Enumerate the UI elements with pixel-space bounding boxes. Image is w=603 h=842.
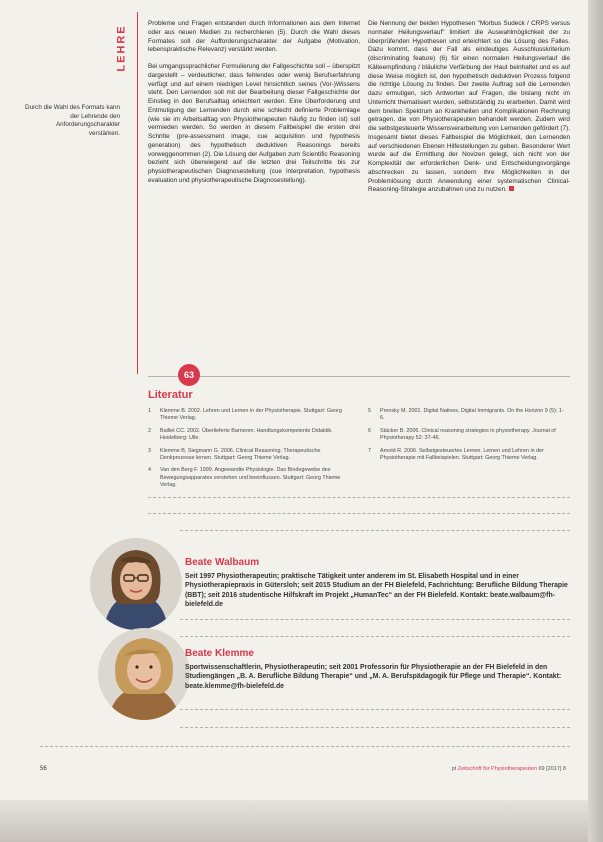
page-badge: 63 bbox=[178, 364, 200, 386]
reference-number: 2 bbox=[148, 427, 151, 434]
reference-item bbox=[148, 408, 348, 423]
reference-text: Klemme B. 2002. Lehren und Lernen in der Physiotherapie. Stuttgart: Georg Thieme Verlag. bbox=[160, 408, 342, 422]
reference-text: Prensky M. 2001. Digital Natives, Digital Immigrants. On the Horizon 9 (5): 1-6. bbox=[380, 408, 564, 422]
author-photo-walbaum bbox=[90, 538, 182, 630]
footer-prefix: pt bbox=[451, 766, 457, 772]
reference-number: 7 bbox=[368, 447, 371, 454]
reference-number: 1 bbox=[148, 408, 151, 414]
reference-text: Arnold R. 2006. Selbstgesteuertes Lernen. Lernen und Lehren in der Physiotherapie mit Fallbeispielen. Stuttgart: Georg Thieme Verlag. bbox=[380, 447, 544, 462]
portrait-image bbox=[90, 538, 182, 630]
reference-number: 6 bbox=[368, 427, 371, 434]
reference-text: Klemme B, Siegmann G. 2006. Clinical Reasoning. Therapeutische Denkprozesse lernen. Stuttgart: Georg Thieme Verlag. bbox=[160, 447, 321, 462]
footer-masthead bbox=[452, 766, 566, 772]
divider bbox=[148, 513, 570, 514]
text-column-right bbox=[368, 20, 570, 195]
reference-text: Baillet CC. 2002. Überlieferte Barrieren. Handlungskompetente Didaktik. Heidelberg: Ulle. bbox=[160, 427, 333, 442]
reference-item bbox=[148, 428, 348, 443]
reference-text: Van den Berg F. 1999. Angewandte Physiologie. Das Bindegewebe des Bewegungsapparates verstehen und beeinflussen. Stuttgart: Georg Thieme Verlag. bbox=[160, 467, 341, 489]
page-edge-shadow bbox=[588, 0, 603, 842]
end-mark-icon bbox=[509, 186, 514, 191]
paragraph-text: Die Nennung der beiden Hypothesen "Morbus Sudeck / CRPS versus normaler Heilungsverlauf" limitiert die Auswahlmöglichkeit der zu überprüfenden Hypothesen und erleichtert so die Lösung des Falles. Dazu kommt, dass der Fall als eindeutiges Ausschlusskriterium (discriminating feature) (6) für einen normalen Heilungsverlauf die Kälteempfindung / bläuliche Verfärbung der Haut beinhaltet und es auf diese Weise möglich ist, den hypothetisch deduktiven Prozess folgend die richtige Lösung zu finden. Der zweite Auftrag soll die Lernenden dazu ermutigen, sich Antworten auf Fragen, die bislang nicht im Unterricht thematisiert wurden, selbstständig zu erarbeiten. Damit wird dem breiten Spektrum an Krankheiten und Komplikationen Rechnung getragen, die von Physiotherapeuten behandelt werden. Zudem wird die selbstgesteuerte Wissensverarbeitung von Lernenden gefördert (7). Insgesamt bietet dieses Fallbeispiel die Möglichkeit, den Lernenden auf verschiedenen Ebenen Hilfestellungen zu geben. Besonderer Wert wurde auf die Ermittlung der Novizen gelegt, sich nicht von der Komplexität der erforderlichen Denk- und Entscheidungsvorgänge abschrecken zu lassen, sondern ihre Möglichkeiten in der Problemlösung durch Anwendung einer systematischen Clinical-Reasoning-Strategie anzubahnen und zu nutzen. bbox=[368, 20, 570, 194]
author-bio: Seit 1997 Physiotherapeutin; praktische Tätigkeit unter anderem im St. Elisabeth Hospital und in einer Physiotherapiepraxis in Gütersloh; seit 2015 Studium an der FH Bielefeld, Fachrichtung: Berufliche Bildung Therapie (BBT); seit 2016 studentische Hilfskraft im Projekt „HumanTec“ an der FH Bielefeld. Kontakt: beate.walbaum@fh-bielefeld.de bbox=[185, 573, 568, 608]
paragraph bbox=[368, 20, 570, 195]
divider bbox=[180, 619, 570, 620]
divider bbox=[148, 497, 570, 498]
literature-heading: Literatur bbox=[148, 389, 193, 401]
section-label-text: LEHRE bbox=[115, 24, 128, 72]
section-rule bbox=[137, 12, 138, 374]
reference-list-left bbox=[148, 408, 348, 495]
reference-number: 4 bbox=[148, 467, 151, 474]
author-name: Beate Klemme bbox=[185, 648, 254, 659]
margin-note: Durch die Wahl des Formats kann der Lehrende den Anforderungscharakter verstärken. bbox=[25, 104, 120, 137]
reference-number: 5 bbox=[368, 408, 371, 414]
reference-list-right bbox=[368, 408, 568, 467]
reference-number: 3 bbox=[148, 447, 151, 454]
divider bbox=[180, 636, 570, 637]
divider bbox=[180, 727, 570, 728]
divider bbox=[40, 746, 570, 747]
divider bbox=[148, 376, 570, 377]
divider bbox=[180, 530, 570, 531]
author-name: Beate Walbaum bbox=[185, 557, 260, 568]
footer-brand: Zeitschrift für Physiotherapeuten bbox=[457, 766, 537, 772]
section-label bbox=[115, 20, 134, 80]
footer-issue: 69 [2017] 8 bbox=[538, 766, 566, 772]
author-photo-klemme bbox=[98, 628, 190, 720]
reference-item bbox=[368, 448, 568, 463]
page-number: 56 bbox=[40, 766, 47, 772]
reference-text: Stäcker B. 2006. Clinical reasoning strategies in physiotherapy. Journal of Physiotherapy 52: 37-46. bbox=[380, 427, 556, 442]
reference-item bbox=[368, 428, 568, 443]
portrait-image bbox=[98, 628, 190, 720]
page-bottom-edge bbox=[0, 800, 588, 842]
paragraph: Bei umgangssprachlicher Formulierung der Fallgeschichte soll – überspitzt dargestellt – verdeutlicher, dass fehlendes oder wenig Berufserfahrung verfügt und auf einem niedrigen Level hinsichtlich seines (Vor-)Wissens steht. Den Lernenden soll mit der Bearbeitung dieser Fallgeschichte der Einstieg in den Berufsalltag erleichtert werden. Eine Überforderung und Entmutigung der Lernenden durch eine schlecht definierte Problemlage (wie sie im Arbeitsalltag von Physiotherapeuten häufig zu finden ist) soll vermieden werden. So werden in diesem Fallbeispiel die ersten drei Schritte (pre-assessment image, cue acquisition und hypothesis generation) des hypothetisch deduktiven Reasonings bereits vorweggenommen (2). Die Lösung der Aufgaben zum Scientific Reasoning bezieht sich überwiegend auf die letzten drei Teilschritte bis zur physiotherapeutischen Diagnosestellung (cue interpretation, hypothesis evaluation und physiotherapeutische Diagnosestellung). bbox=[148, 63, 360, 184]
reference-item bbox=[368, 408, 568, 423]
divider bbox=[180, 709, 570, 710]
reference-item bbox=[148, 448, 348, 463]
text-column-left bbox=[148, 20, 360, 186]
author-bio: Sportwissenschaftlerin, Physiotherapeutin; seit 2001 Professorin für Physiotherapie an der FH Bielefeld in den Studiengängen „B. A. Berufliche Bildung Therapie“ und „M. A. Berufspädagogik für Pflege und Therapie“. Kontakt: beate.klemme@fh-bielefeld.de bbox=[185, 664, 562, 690]
paragraph: Probleme und Fragen entstanden durch Informationen aus dem Internet oder aus neuen Medien zu recherchieren (5). Durch die Wahl dieses Formates soll der Aufforderungscharakter der Aufgabe (Motivation, lebenspraktische Relevanz) verstärkt werden. bbox=[148, 20, 360, 54]
reference-item bbox=[148, 467, 348, 489]
